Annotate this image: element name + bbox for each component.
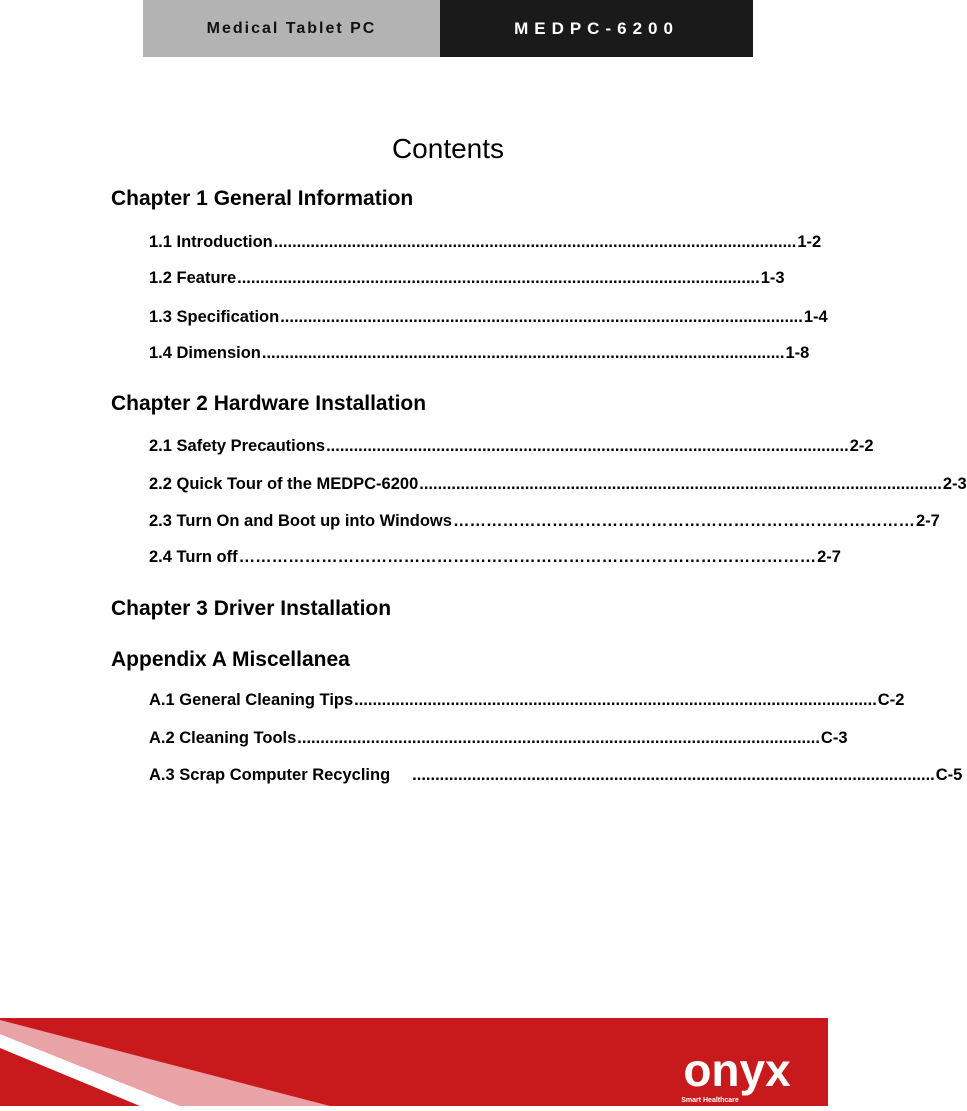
toc-entry-label: 1.1 Introduction <box>149 233 273 251</box>
toc-entry[interactable] <box>149 729 848 748</box>
toc-leader-dots: .................................................................................................................. <box>280 308 803 326</box>
toc-entry-page: 1-8 <box>785 344 810 362</box>
toc-entry-page: 1-4 <box>803 308 828 326</box>
toc-entry-label: A.3 Scrap Computer Recycling <box>149 766 391 784</box>
toc-entry[interactable] <box>149 475 967 494</box>
toc-entry[interactable] <box>149 548 841 567</box>
toc-entry[interactable] <box>149 233 822 252</box>
toc-leader-dots: .................................................................................................................. <box>297 729 820 747</box>
toc-title: Contents <box>391 133 505 164</box>
toc-entry-page: 2-7 <box>915 512 940 530</box>
onyx-logo-tagline: Smart Healthcare <box>681 1097 739 1104</box>
toc-entry[interactable] <box>149 269 785 288</box>
toc-entry-page: 1-2 <box>797 233 822 251</box>
toc-entry-label: 1.3 Specification <box>149 308 280 326</box>
toc-entry[interactable] <box>149 437 874 456</box>
toc-entry-page: C-2 <box>877 691 905 709</box>
toc-leader-dots: ………………………………………………………………………… <box>452 512 915 530</box>
toc-entry-page: 1-3 <box>760 269 785 287</box>
chapter-1-heading: Chapter 1 General Information <box>111 187 414 210</box>
toc-leader-dots: .................................................................................................................. <box>326 437 849 455</box>
toc-entry-label: 2.2 Quick Tour of the MEDPC-6200 <box>149 475 419 493</box>
toc-leader-dots: .................................................................................................................. <box>273 233 797 251</box>
toc-leader-dots: .................................................................................................................. <box>237 269 760 287</box>
toc-entry-label: 2.4 Turn off <box>149 548 238 566</box>
toc-leader-dots: .................................................................................................................. <box>354 691 877 709</box>
chapter-2-heading: Chapter 2 Hardware Installation <box>111 392 427 415</box>
toc-leader-dots: …………………………………………………………………………………………… <box>238 548 817 566</box>
toc-entry-label: 2.3 Turn On and Boot up into Windows <box>149 512 452 530</box>
toc-entry-label: 2.1 Safety Precautions <box>149 437 326 455</box>
header-product-category: Medical Tablet PC <box>143 0 440 57</box>
toc-entry-page: C-5 <box>935 766 963 784</box>
toc-entry[interactable] <box>149 691 905 710</box>
toc-entry[interactable] <box>149 512 940 531</box>
toc-entry-label: 1.2 Feature <box>149 269 237 287</box>
onyx-logo: onyx <box>683 1044 791 1096</box>
toc-entry-page: C-3 <box>820 729 848 747</box>
appendix-a-heading: Appendix A Miscellanea <box>111 648 350 671</box>
toc-entry[interactable] <box>149 344 810 363</box>
toc-entry[interactable] <box>149 308 828 327</box>
toc-entry-label: A.1 General Cleaning Tips <box>149 691 354 709</box>
toc-leader-dots: .................................................................................................................. <box>261 344 785 362</box>
footer-band <box>0 1018 828 1106</box>
toc-entry-label: A.2 Cleaning Tools <box>149 729 297 747</box>
document-header <box>143 0 753 57</box>
toc-entry-page: 2-2 <box>849 437 874 455</box>
toc-leader-dots: .................................................................................................................. <box>419 475 942 493</box>
toc-entry-page: 2-3 <box>942 475 967 493</box>
chapter-3-heading: Chapter 3 Driver Installation <box>111 597 392 620</box>
header-model-number: MEDPC-6200 <box>440 0 753 57</box>
toc-entry-page: 2-7 <box>817 548 841 566</box>
toc-entry[interactable] <box>149 766 963 785</box>
toc-entry-label: 1.4 Dimension <box>149 344 261 362</box>
toc-leader-dots: .................................................................................................................. <box>412 766 935 784</box>
footer-graphic <box>0 1018 828 1106</box>
